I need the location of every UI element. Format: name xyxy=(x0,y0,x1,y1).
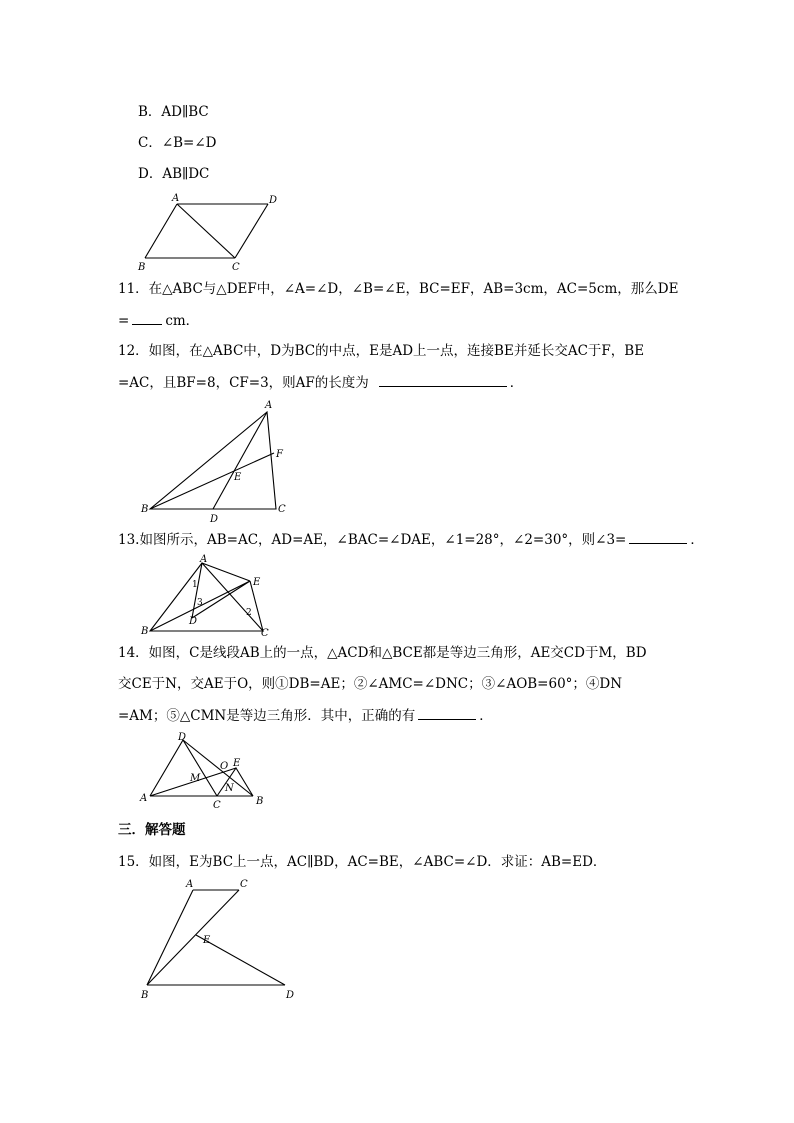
label-a: A xyxy=(186,879,194,890)
label-c: C xyxy=(232,262,240,273)
q15-line1: 15．如图，E为BC上一点，AC∥BD，AC=BE，∠ABC=∠D．求证：AB=ED． xyxy=(118,854,607,870)
q12-line1: 12．如图，在△ABC中，D为BC的中点，E是AD上一点，连接BE并延长交AC于F，BE xyxy=(118,343,645,359)
answer-blank-q11[interactable] xyxy=(132,310,162,325)
label-c: C xyxy=(240,879,248,890)
label-b: B xyxy=(141,504,149,515)
figure-q12 xyxy=(135,396,295,524)
label-e: E xyxy=(234,472,242,483)
q13-line1: 13.如图所示，AB=AC，AD=AE，∠BAC=∠DAE，∠1=28°，∠2=30°，则∠3= ． xyxy=(118,529,704,550)
angle-3-label: 3 xyxy=(197,598,203,608)
label-d: D xyxy=(286,990,295,1001)
option-c: C．∠B=∠D xyxy=(138,135,217,151)
label-f: F xyxy=(276,449,283,460)
q14-line1: 14．如图，C是线段AB上的一点，△ACD和△BCE都是等边三角形，AE交CD于M，BD xyxy=(118,645,647,661)
q11-line1: 11．在△ABC与△DEF中，∠A=∠D，∠B=∠E，BC=EF，AB=3cm，AC=5cm，那么DE xyxy=(118,281,679,297)
label-a: A xyxy=(200,554,208,565)
label-n: N xyxy=(225,783,234,794)
q12-line2: =AC，且BF=8，CF=3，则AF的长度为 ． xyxy=(118,372,523,393)
label-c: C xyxy=(213,800,221,811)
label-a: A xyxy=(172,193,180,204)
q14-line2: 交CE于N，交AE于O，则①DB=AE；②∠AMC=∠DNC；③∠AOB=60°；④DN xyxy=(118,676,623,692)
label-e: E xyxy=(253,577,261,588)
label-d: D xyxy=(269,195,278,206)
label-c: C xyxy=(278,504,286,515)
angle-2-label: 2 xyxy=(246,608,252,618)
label-b: B xyxy=(138,262,146,273)
label-b: B xyxy=(141,626,149,637)
label-b: B xyxy=(256,796,264,807)
label-a: A xyxy=(265,400,273,411)
label-a: A xyxy=(140,793,148,804)
q14-line3: =AM；⑤△CMN是等边三角形．其中，正确的有 ． xyxy=(118,705,493,726)
label-d: D xyxy=(189,616,198,627)
answer-blank-q13[interactable] xyxy=(629,529,687,544)
option-d: D．AB∥DC xyxy=(138,166,210,182)
figure-q13 xyxy=(135,553,285,638)
label-c: C xyxy=(261,628,269,639)
section-title: 三．解答题 xyxy=(118,822,186,838)
label-e: E xyxy=(233,758,241,769)
label-e: E xyxy=(203,935,211,946)
label-d: D xyxy=(178,732,187,743)
label-m: M xyxy=(190,773,201,784)
figure-q14 xyxy=(135,728,275,813)
q11-line2: = cm． xyxy=(118,310,199,331)
angle-1-label: 1 xyxy=(192,580,198,590)
label-b: B xyxy=(141,990,149,1001)
answer-blank-q12[interactable] xyxy=(379,372,507,387)
figure-q10 xyxy=(130,190,290,275)
label-o: O xyxy=(220,761,229,772)
figure-q15 xyxy=(135,875,305,1005)
answer-blank-q14[interactable] xyxy=(418,705,476,720)
label-d: D xyxy=(210,514,219,525)
option-b: B．AD∥BC xyxy=(138,104,209,120)
